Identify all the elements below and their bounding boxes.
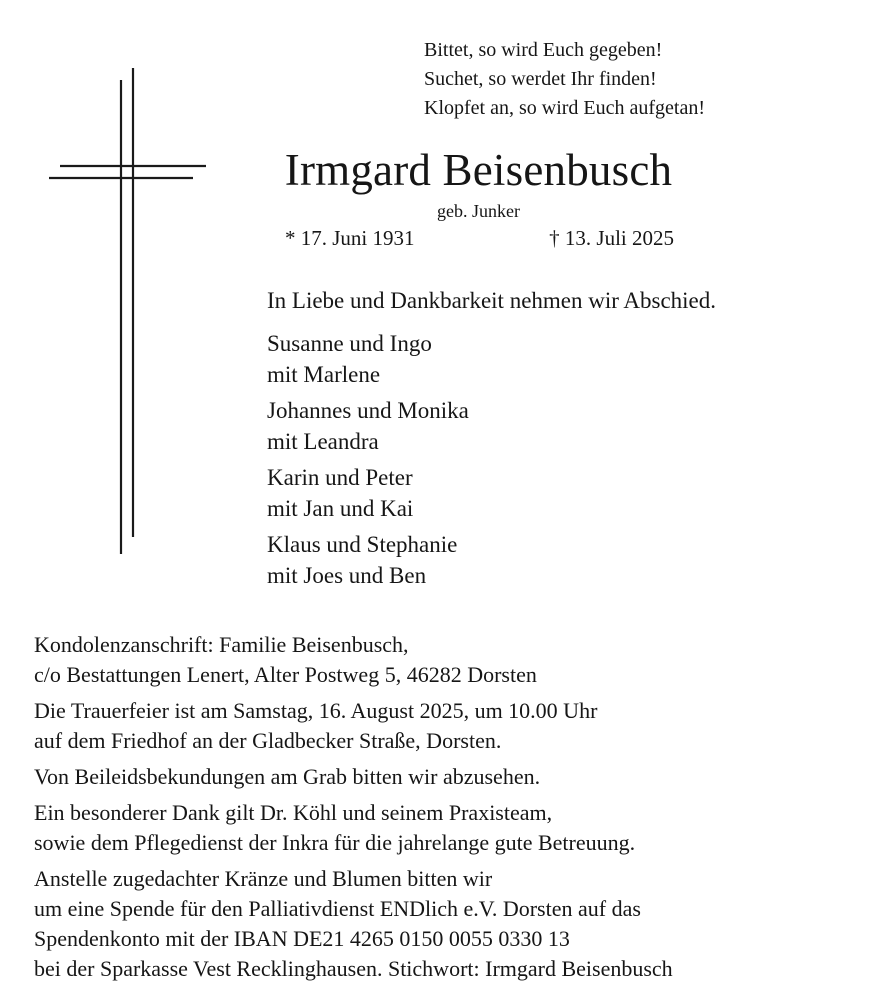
family-entry bbox=[267, 529, 690, 591]
donation-line: um eine Spende für den Palliativdienst ENDlich e.V. Dorsten auf das bbox=[34, 896, 641, 921]
family-entry bbox=[267, 395, 690, 457]
death-date: † 13. Juli 2025 bbox=[549, 226, 674, 250]
family-list bbox=[267, 328, 690, 591]
family-entry bbox=[267, 462, 690, 524]
grave-note bbox=[34, 762, 673, 792]
notice-center-column bbox=[267, 145, 717, 596]
condolence-address bbox=[34, 630, 673, 690]
quote-line: Klopfet an, so wird Euch aufgetan! bbox=[424, 97, 706, 119]
family-children: mit Leandra bbox=[267, 429, 379, 454]
life-dates bbox=[267, 226, 690, 250]
donation-note bbox=[34, 864, 673, 984]
family-names: Susanne und Ingo bbox=[267, 331, 432, 356]
notice-details bbox=[34, 630, 673, 990]
donation-line: Spendenkonto mit der IBAN DE21 4265 0150 0055 0330 13 bbox=[34, 926, 570, 951]
quote-line: Bittet, so wird Euch gegeben! bbox=[424, 39, 663, 61]
birth-date: * 17. Juni 1931 bbox=[285, 226, 415, 250]
family-children: mit Jan und Kai bbox=[267, 496, 414, 521]
condolence-line: Kondolenzanschrift: Familie Beisenbusch, bbox=[34, 632, 409, 657]
funeral-service-info bbox=[34, 696, 673, 756]
maiden-name: geb. Junker bbox=[437, 201, 520, 221]
service-line: auf dem Friedhof an der Gladbecker Straße, Dorsten. bbox=[34, 728, 502, 753]
farewell-line: In Liebe und Dankbarkeit nehmen wir Abschied. bbox=[267, 288, 717, 313]
family-children: mit Marlene bbox=[267, 362, 381, 387]
grave-note-line: Von Beileidsbekundungen am Grab bitten wir abzusehen. bbox=[34, 764, 541, 789]
thanks-line: Ein besonderer Dank gilt Dr. Köhl und seinem Praxisteam, bbox=[34, 800, 553, 825]
donation-line: Anstelle zugedachter Kränze und Blumen bitten wir bbox=[34, 866, 493, 891]
service-line: Die Trauerfeier ist am Samstag, 16. August 2025, um 10.00 Uhr bbox=[34, 698, 598, 723]
deceased-name: Irmgard Beisenbusch bbox=[284, 145, 673, 195]
thanks-line: sowie dem Pflegedienst der Inkra für die jahrelange gute Betreuung. bbox=[34, 830, 636, 855]
scripture-quote bbox=[424, 36, 705, 123]
family-names: Karin und Peter bbox=[267, 465, 413, 490]
thanks-note bbox=[34, 798, 673, 858]
family-names: Klaus und Stephanie bbox=[267, 532, 458, 557]
quote-line: Suchet, so werdet Ihr finden! bbox=[424, 68, 657, 90]
family-names: Johannes und Monika bbox=[267, 398, 469, 423]
condolence-line: c/o Bestattungen Lenert, Alter Postweg 5, 46282 Dorsten bbox=[34, 662, 537, 687]
family-entry bbox=[267, 328, 690, 390]
donation-line: bei der Sparkasse Vest Recklinghausen. Stichwort: Irmgard Beisenbusch bbox=[34, 956, 673, 981]
family-children: mit Joes und Ben bbox=[267, 563, 427, 588]
